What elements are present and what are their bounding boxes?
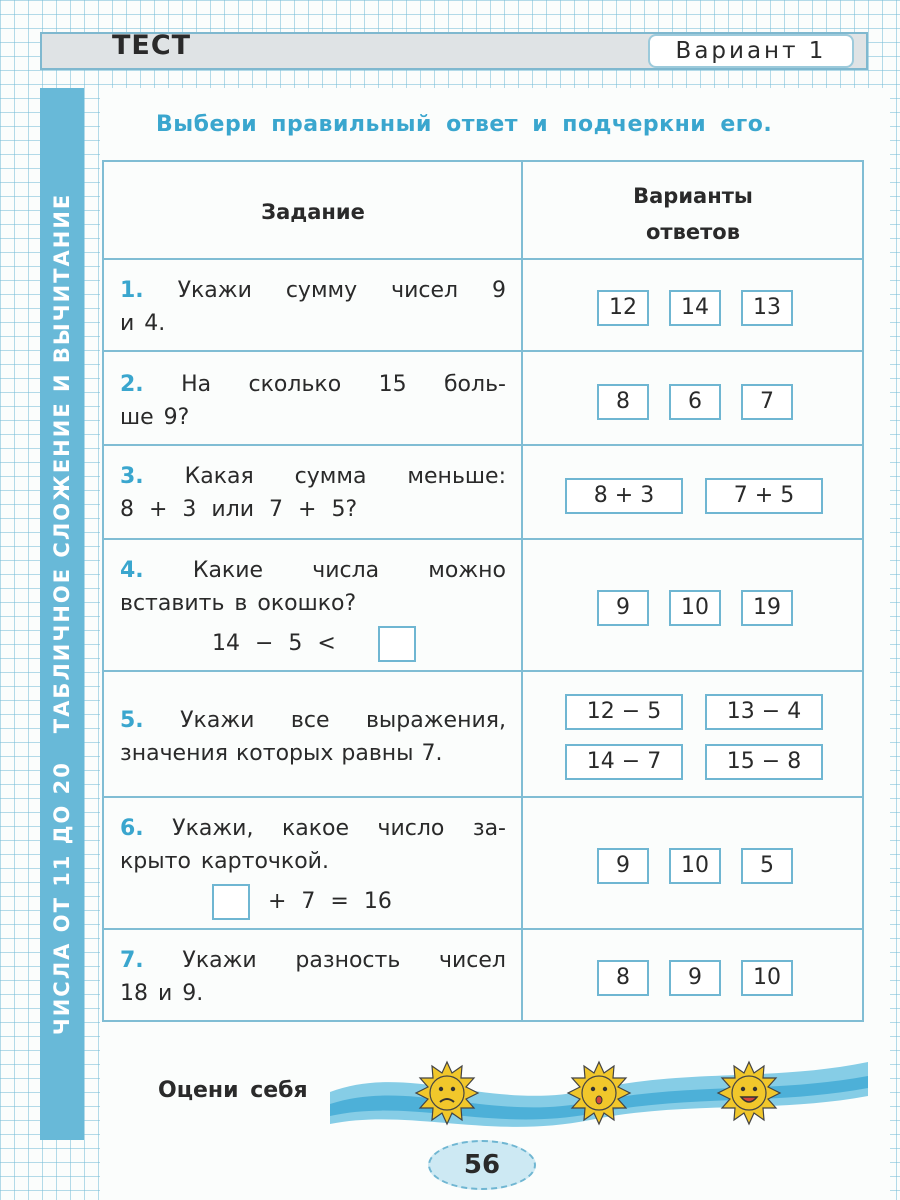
page-number: 56: [428, 1140, 536, 1190]
row-divider: [102, 538, 864, 540]
answer-option[interactable]: 6: [669, 384, 721, 420]
hidden-card: [212, 884, 250, 920]
row-divider: [102, 444, 864, 446]
side-title: ЧИСЛА ОТ 11 ДО 20 ТАБЛИЧНОЕ СЛОЖЕНИЕ И ВЫЧИТАНИЕ: [50, 192, 74, 1036]
question-number: 6.: [120, 816, 144, 841]
variant-badge: Вариант 1: [648, 34, 854, 68]
answer-option[interactable]: 9: [597, 848, 649, 884]
answer-option[interactable]: 8: [597, 960, 649, 996]
neutral-sun-icon[interactable]: [566, 1060, 632, 1126]
row-divider: [102, 670, 864, 672]
answer-option[interactable]: 8: [597, 384, 649, 420]
answer-option[interactable]: 7: [741, 384, 793, 420]
answer-option[interactable]: 10: [741, 960, 793, 996]
answer-option[interactable]: 13 − 4: [705, 694, 823, 730]
answer-option[interactable]: 8 + 3: [565, 478, 683, 514]
answer-option[interactable]: 12 − 5: [565, 694, 683, 730]
question-5: 5. Укажи все выражения, значения которых равны 7.: [120, 708, 506, 766]
blank-window: [378, 626, 416, 662]
row-divider: [102, 350, 864, 352]
answer-option[interactable]: 19: [741, 590, 793, 626]
question-number: 4.: [120, 558, 144, 583]
sad-sun-icon[interactable]: [414, 1060, 480, 1126]
test-title: ТЕСТ: [112, 30, 192, 61]
row-divider: [102, 258, 864, 260]
question-3: 3. Какая сумма меньше: 8 + 3 или 7 + 5?: [120, 464, 506, 522]
answer-option[interactable]: 10: [669, 848, 721, 884]
row-divider: [102, 928, 864, 930]
column-header-answers-2: ответов: [645, 220, 741, 244]
answer-option[interactable]: 10: [669, 590, 721, 626]
column-header-answers: Варианты: [633, 184, 753, 208]
question-number: 7.: [120, 948, 144, 973]
question-7: 7. Укажи разность чисел 18 и 9.: [120, 948, 506, 1006]
question-2: 2. На сколько 15 боль- ше 9?: [120, 372, 506, 430]
question-number: 5.: [120, 708, 144, 733]
column-divider: [521, 160, 523, 1022]
question-1: 1. Укажи сумму чисел 9 и 4.: [120, 278, 506, 336]
answer-option[interactable]: 14 − 7: [565, 744, 683, 780]
answer-option[interactable]: 9: [597, 590, 649, 626]
answer-option[interactable]: 15 − 8: [705, 744, 823, 780]
answer-option[interactable]: 14: [669, 290, 721, 326]
inequality-expression: 14 − 5 <: [212, 631, 336, 656]
answer-option[interactable]: 9: [669, 960, 721, 996]
answer-option[interactable]: 5: [741, 848, 793, 884]
question-4: 4. Какие числа можно вставить в окошко?: [120, 558, 506, 616]
column-header-task: Задание: [261, 200, 365, 224]
row-divider: [102, 796, 864, 798]
equation-expression: + 7 = 16: [268, 889, 392, 914]
answer-option[interactable]: 13: [741, 290, 793, 326]
self-rate-label: Оцени себя: [158, 1078, 308, 1103]
answer-option[interactable]: 12: [597, 290, 649, 326]
question-number: 2.: [120, 372, 144, 397]
question-number: 3.: [120, 464, 144, 489]
instruction: Выбери правильный ответ и подчеркни его.: [156, 112, 773, 137]
question-6: 6. Укажи, какое число за- крыто карточкой.: [120, 816, 506, 874]
answer-option[interactable]: 7 + 5: [705, 478, 823, 514]
happy-sun-icon[interactable]: [716, 1060, 782, 1126]
question-number: 1.: [120, 278, 144, 303]
